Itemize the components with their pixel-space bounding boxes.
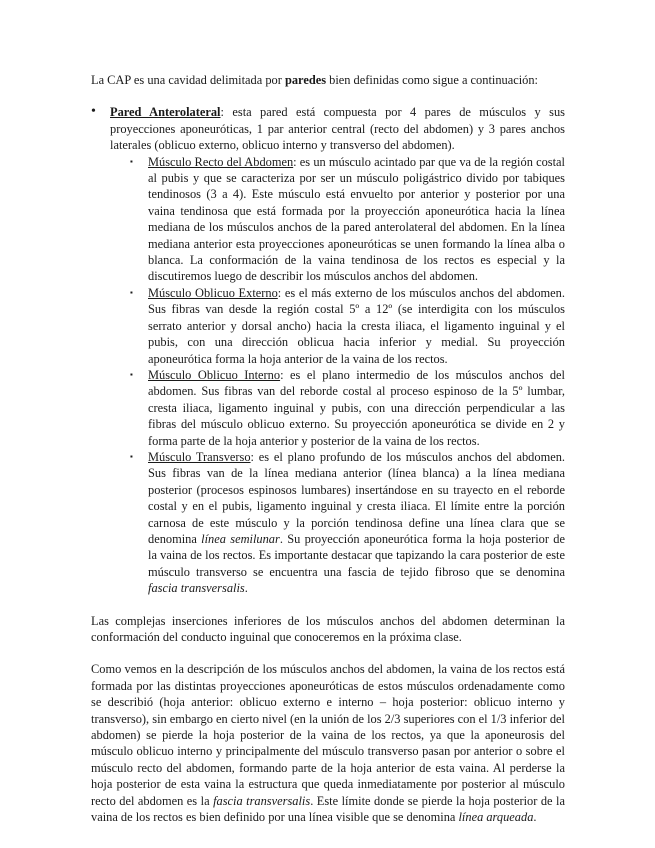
muscle-name: Músculo Recto del Abdomen bbox=[148, 154, 294, 169]
list-item bbox=[130, 449, 565, 597]
muscle-description: : es un músculo acintado par que va de la región costal al pubis y que se caracteriza por ser un músculo poligástrico divido por tabiques tendinosos (3 a 4). Este músculo está envuelto por anterior y posterior por una vaina tendinosa que está formada por la proyección aponeurótica hacia la línea mediana de los músculos anchos de la pared anterolateral del abdomen. En la línea mediana anterior esta proyecciones aponeuróticas se unen formando la línea alba o blanca. La conformación de la vaina tendinosa de los rectos es especial y la discutiremos luego de describir los músculos anchos del abdomen. bbox=[148, 154, 565, 284]
muscle-description: : es el plano profundo de los músculos anchos del abdomen. Sus fibras van de la línea mediana anterior (línea blanca) a la línea mediana posterior (procesos espinosos lumbares) insertándose en su trayecto en el reborde costal y en el pubis, ligamento inguinal y cresta iliaca. El límite entre la porción carnosa de este músculo y la porción tendinosa define una línea clara que se denomina bbox=[148, 449, 565, 546]
muscle-name: Músculo Oblicuo Externo bbox=[148, 285, 278, 300]
muscle-description: : es el plano intermedio de los músculos anchos del abdomen. Sus fibras van del reborde costal al proceso espinoso de la 5º lumbar, cresta iliaca, ligamento inguinal y pubis, con una dirección perpendicular a las fibras del músculo oblicuo externo. Su proyección aponeurótica se divide en 2 y forma parte de la hoja anterior y posterior de la vaina de los rectos. bbox=[148, 367, 565, 448]
vaina-text-cont: . Este límite donde se pierde la hoja posterior de la vaina de los rectos es bien definido por una línea visible que se denomina bbox=[91, 793, 565, 825]
list-item bbox=[130, 154, 565, 285]
document-page bbox=[91, 72, 565, 825]
muscle-list bbox=[110, 154, 565, 597]
square-bullet-icon: ▪ bbox=[130, 451, 133, 461]
list-item bbox=[130, 285, 565, 367]
pared-description bbox=[110, 104, 565, 153]
square-bullet-icon: ▪ bbox=[130, 287, 133, 297]
pared-text: : esta pared está compuesta por 4 pares de músculos y sus proyecciones aponeuróticas, 1 par anterior central (recto del abdomen) y 3 pares anchos laterales (oblicuo externo, oblicuo interno y transverso del abdomen). bbox=[110, 105, 565, 153]
pared-anterolateral-item bbox=[91, 104, 565, 596]
muscle-name: Músculo Transverso bbox=[148, 449, 251, 464]
intro-text: La CAP es una cavidad delimitada por bbox=[91, 73, 285, 87]
emphasis-term: fascia transversalis bbox=[148, 581, 245, 596]
emphasis-term: línea arqueada bbox=[458, 810, 534, 825]
bullet-icon: • bbox=[91, 104, 96, 120]
muscle-description-end: . bbox=[244, 581, 248, 596]
square-bullet-icon: ▪ bbox=[130, 369, 133, 379]
inguinal-paragraph: Las complejas inserciones inferiores de los músculos anchos del abdomen determinan la conformación del conducto inguinal que conoceremos en la próxima clase. bbox=[91, 613, 565, 644]
intro-bold-term: paredes bbox=[284, 73, 327, 87]
pared-title: Pared Anterolateral bbox=[110, 105, 221, 120]
muscle-description: : es el más externo de los músculos anchos del abdomen. Sus fibras van desde la región costal 5º a 12º (se interdigita con los músculos serrato anterior y dorsal ancho) hacia la cresta iliaca, el ligamento inguinal y el pubis, con una dirección oblicua hacia inferior y medial. Su proyección aponeurótica forma la hoja anterior de la vaina de los rectos. bbox=[148, 285, 565, 366]
emphasis-term: fascia transversalis bbox=[213, 793, 311, 808]
square-bullet-icon: ▪ bbox=[130, 156, 133, 166]
list-item bbox=[130, 367, 565, 449]
muscle-name: Músculo Oblicuo Interno bbox=[148, 367, 281, 382]
intro-text-end: bien definidas como sigue a continuación: bbox=[326, 73, 538, 87]
vaina-text: Como vemos en la descripción de los músculos anchos del abdomen, la vaina de los rectos está formada por las distintas proyecciones aponeuróticas de estos músculos ordenadamente como se describió (hoja anterior: oblicuo externo e interno – hoja posterior: oblicuo interno y transverso), sin embargo en cierto nivel (en la unión de los 2/3 superiores con el 1/3 inferior del abdomen) se pierde la hoja posterior de la vaina de los rectos, ya que la aponeurosis del músculo oblicuo interno y principalmente del músculo transverso pasan por anterior o sobre el músculo recto del abdomen, formando parte de la hoja anterior de esta vaina. Al perderse la hoja posterior de esta vaina la estructura que queda inmediatamente por posterior al músculo recto del abdomen es la bbox=[91, 662, 565, 808]
intro-paragraph bbox=[91, 72, 565, 88]
muscle-description-cont: . Su proyección aponeurótica forma la hoja posterior de la vaina de los rectos. Es importante destacar que tapizando la cara posterior de este músculo transverso se encuentra una fascia de tejido fibroso que se denomina bbox=[148, 531, 565, 579]
vaina-paragraph bbox=[91, 661, 565, 825]
emphasis-term: línea semilunar bbox=[201, 531, 280, 546]
vaina-text-end: . bbox=[533, 810, 537, 825]
